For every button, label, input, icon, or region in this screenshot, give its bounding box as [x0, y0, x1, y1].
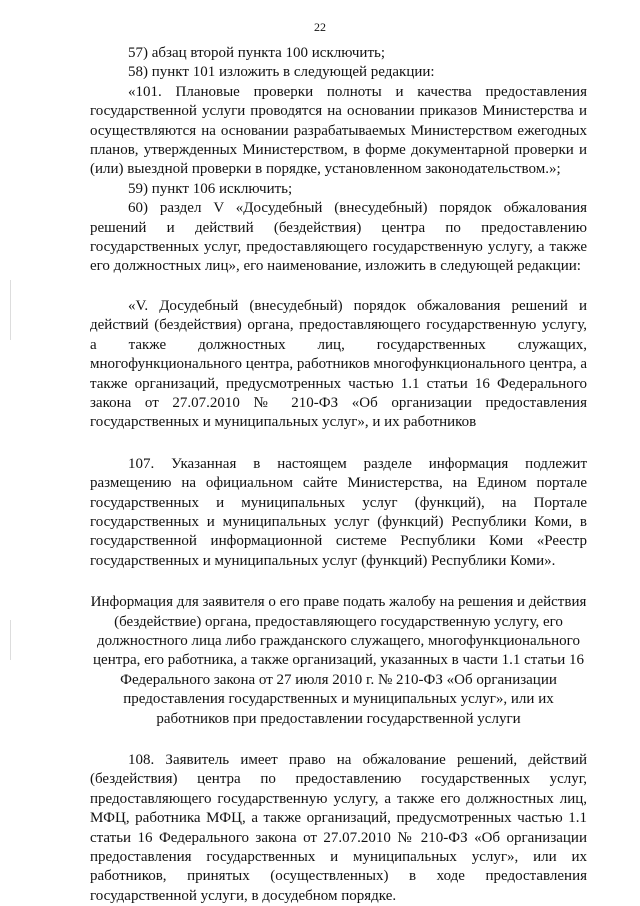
- item-57: 57) абзац второй пункта 100 исключить;: [128, 45, 386, 61]
- section-v-title: «V. Досудебный (внесудебный) порядок обжалования решений и действий (бездействия) органа, предоставляющего государственную услугу, а также должностных лиц, государственных служащих, многофункционального центра, работников многофункционального центра, а также организаций, предусмотренных частью 1.1 статьи 16 Федерального закона от 27.07.2010 № 210-ФЗ «Об организации предоставления государственных и муниципальных услуг», и их работников: [90, 297, 587, 431]
- info-heading: Информация для заявителя о его праве подать жалобу на решения и действия (бездействие) органа, предоставляющего государственную услугу, его должностного лица либо гражданского служащего, многофункционального центра, его работника, а также организаций, указанных в части 1.1 статьи 16 Федерального закона от 27 июля 2010 г. № 210-ФЗ «Об организации предоставления государственных и муниципальных услуг», или их работников при предоставлении государственной услуги: [90, 594, 587, 727]
- item-59: 59) пункт 106 исключить;: [128, 180, 293, 197]
- paragraph-108: 108. Заявитель имеет право на обжалование решений, действий (бездействия) центра по предоставлению государственных услуг, предоставляющего государственную услугу, а также его должностных лиц, МФЦ, работника МФЦ, а также организаций, предусмотренных частью 1.1 статьи 16 Федерального закона от 27.07.2010 № 210-ФЗ «Об организации предоставления государственных и муниципальных услуг», или их работников, принятых (осуществленных) в ходе предоставления государственной услуги, в досудебном порядке.: [90, 752, 587, 904]
- page-number: 22: [314, 20, 326, 34]
- document-body: [90, 44, 587, 906]
- scan-margin-line: [10, 620, 11, 660]
- scan-margin-line: [10, 280, 11, 340]
- quoted-paragraph-101: «101. Плановые проверки полноты и качества предоставления государственной услуги проводятся на основании приказов Министерства и осуществляются на основании разрабатываемых Министерством ежегодных планов, утвержденных Министерством, в форме документарной проверки и (или) выездной проверки в порядке, установленном законодательством.»;: [90, 83, 587, 178]
- paragraph-107: 107. Указанная в настоящем разделе информация подлежит размещению на официальном сайте Министерства, на Едином портале государственных и муниципальных услуг (функций), на Портале государственных и муниципальных услуг (функций) Республики Коми, в государственной информационной системе Республики Коми «Реестр государственных и муниципальных услуг (функций) Республики Коми».: [90, 455, 587, 569]
- item-58: 58) пункт 101 изложить в следующей редакции:: [128, 64, 435, 81]
- item-60: 60) раздел V «Досудебный (внесудебный) порядок обжалования решений и действий (бездействия) центра по предоставлению государственных услуг, предоставляющего государственную услугу, а также его должностных лиц», его наименование, изложить в следующей редакции:: [90, 200, 587, 275]
